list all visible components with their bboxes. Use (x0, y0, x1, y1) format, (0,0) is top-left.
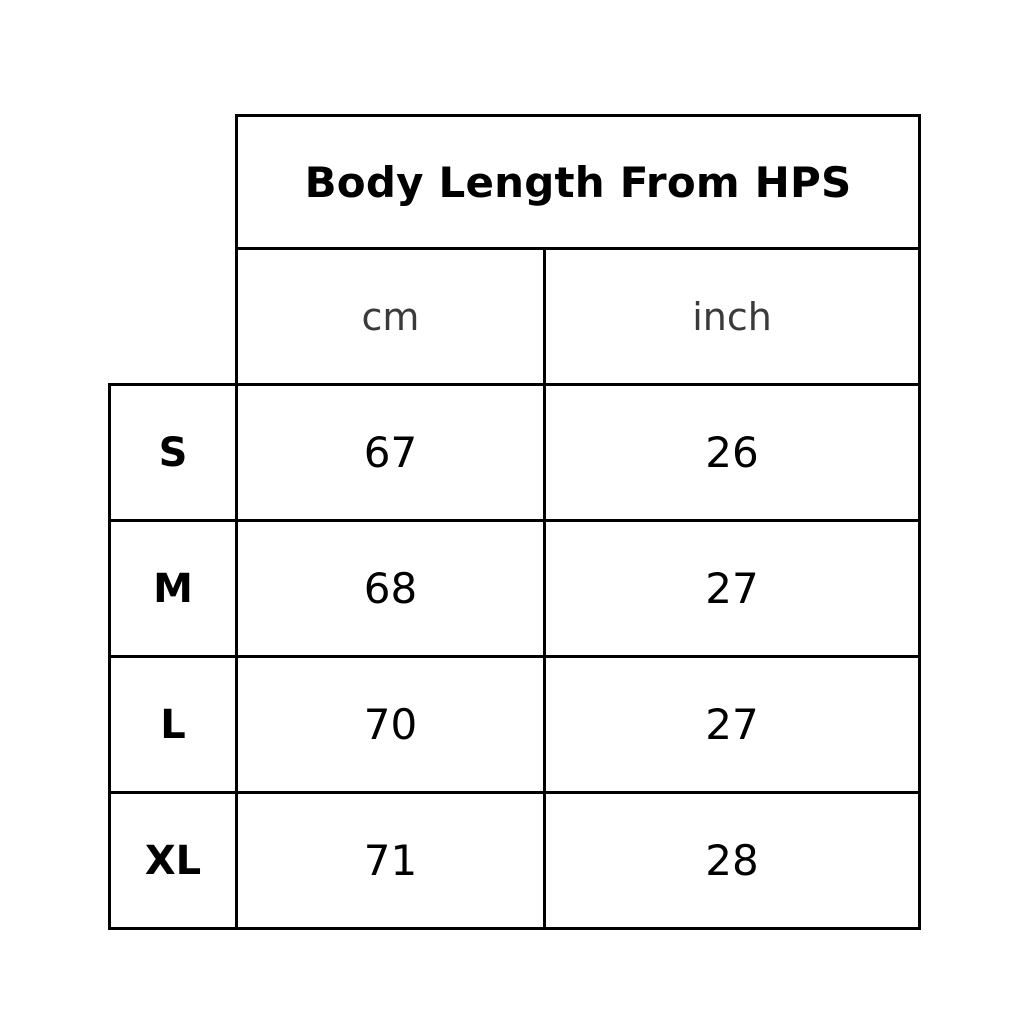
value-xl-inch: 28 (545, 793, 920, 929)
corner-cell-empty-2 (110, 249, 237, 385)
table-row-units (110, 249, 920, 385)
value-m-inch: 27 (545, 521, 920, 657)
table-row (110, 521, 920, 657)
value-xl-cm: 71 (237, 793, 545, 929)
unit-header-inch: inch (545, 249, 920, 385)
size-label-l: L (110, 657, 237, 793)
value-s-inch: 26 (545, 385, 920, 521)
table-title: Body Length From HPS (237, 116, 920, 249)
table-row (110, 385, 920, 521)
size-label-m: M (110, 521, 237, 657)
size-label-xl: XL (110, 793, 237, 929)
value-l-cm: 70 (237, 657, 545, 793)
corner-cell-empty (110, 116, 237, 249)
value-l-inch: 27 (545, 657, 920, 793)
value-s-cm: 67 (237, 385, 545, 521)
unit-header-cm: cm (237, 249, 545, 385)
table-row-title (110, 116, 920, 249)
size-label-s: S (110, 385, 237, 521)
value-m-cm: 68 (237, 521, 545, 657)
table-row (110, 793, 920, 929)
size-chart-table (108, 114, 921, 930)
table-row (110, 657, 920, 793)
